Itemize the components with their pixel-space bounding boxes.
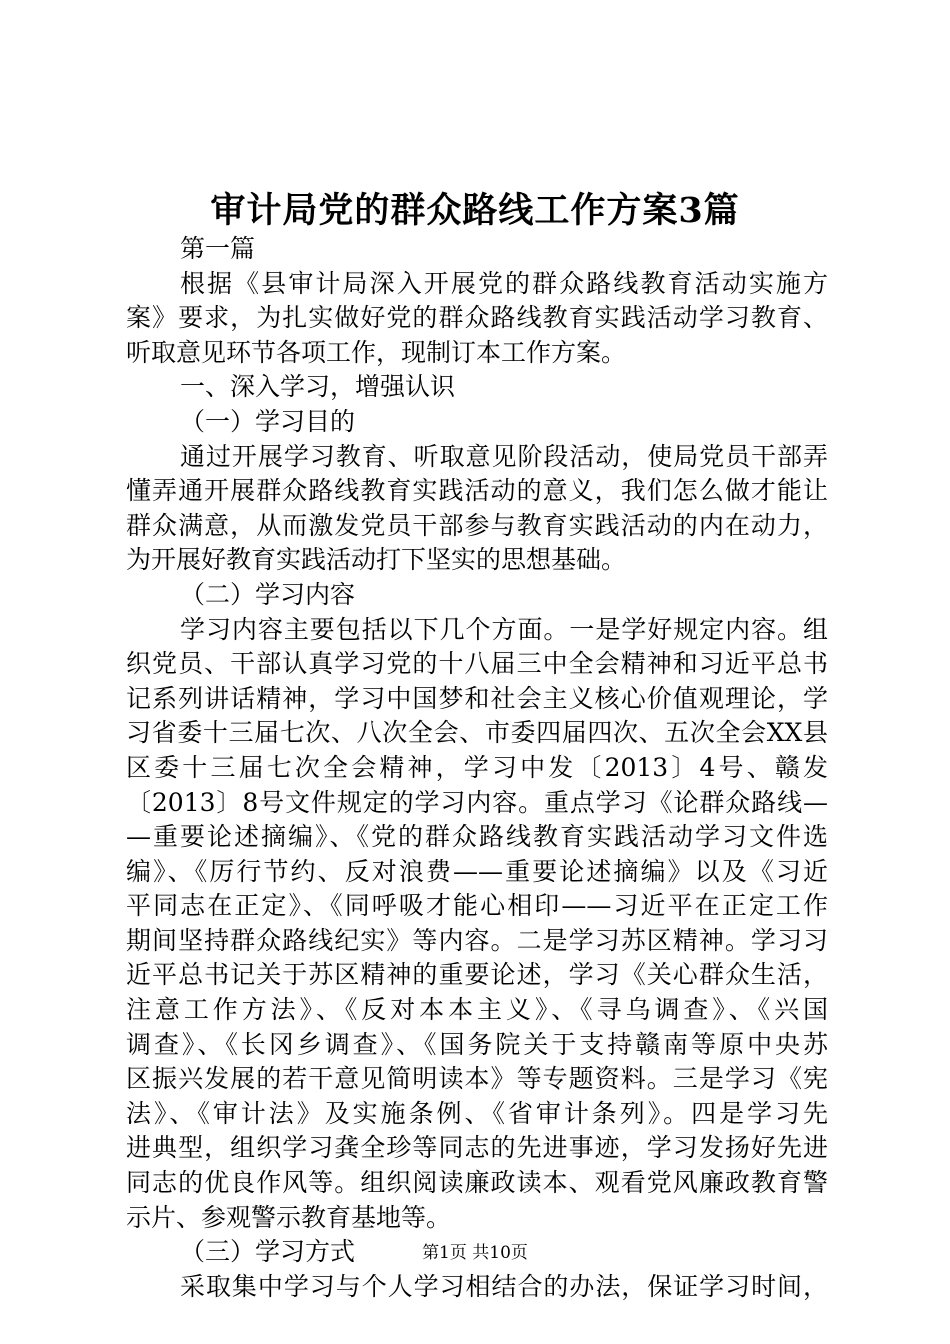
paragraph-line: （三）学习方式 [180,1237,356,1267]
paragraph-line: 懂弄通开展群众路线教育实践活动的意义，我们怎么做才能让 [126,476,828,506]
paragraph-line: （二）学习内容 [180,579,356,609]
paragraph-line: 案》要求，为扎实做好党的群众路线教育实践活动学习教育、 [126,303,828,333]
paragraph-line: 调查》、《长冈乡调查》、《国务院关于支持赣南等原中央苏 [126,1029,828,1059]
paragraph-line: （一）学习目的 [180,406,356,436]
paragraph-line: 学习内容主要包括以下几个方面。一是学好规定内容。组 [180,614,828,644]
paragraph-line: 区委十三届七次全会精神，学习中发〔2013〕4号、赣发 [126,752,828,782]
paragraph-line: 织党员、干部认真学习党的十八届三中全会精神和习近平总书 [126,649,828,679]
document-title: 审计局党的群众路线工作方案3篇 [210,190,740,231]
paragraph-line: 采取集中学习与个人学习相结合的办法，保证学习时间， [180,1271,828,1301]
document-body [126,232,828,1304]
paragraph-line: 同志的优良作风等。组织阅读廉政读本、观看党风廉政教育警 [126,1168,828,1198]
paragraph-line: 群众满意，从而激发党员干部参与教育实践活动的内在动力， [126,510,828,540]
paragraph-line: 听取意见环节各项工作，现制订本工作方案。 [126,337,627,367]
paragraph-line: 期间坚持群众路线纪实》等内容。二是学习苏区精神。学习习 [126,925,828,955]
paragraph-line: 根据《县审计局深入开展党的群众路线教育活动实施方 [180,268,828,298]
paragraph-line: —重要论述摘编》、《党的群众路线教育实践活动学习文件选 [126,822,828,852]
paragraph-line: 区振兴发展的若干意见简明读本》等专题资料。三是学习《宪 [126,1064,828,1094]
paragraph-line: 通过开展学习教育、听取意见阶段活动，使局党员干部弄 [180,441,828,471]
paragraph-line: 进典型，组织学习龚全珍等同志的先进事迹，学习发扬好先进 [126,1133,828,1163]
paragraph-line: 注意工作方法》、《反对本本主义》、《寻乌调查》、《兴国 [126,995,828,1025]
paragraph-line: 法》、《审计法》及实施条例、《省审计条列》。四是学习先 [126,1098,828,1128]
paragraph-line: 为开展好教育实践活动打下坚实的思想基础。 [126,545,627,575]
paragraph-line: 一、深入学习，增强认识 [180,372,456,402]
paragraph-line: 近平总书记关于苏区精神的重要论述，学习《关心群众生活， [126,960,828,990]
paragraph-line: 平同志在正定》、《同呼吸才能心相印——习近平在正定工作 [126,891,828,921]
page-footer: 第1页 共10页 [422,1243,528,1263]
paragraph-line: 〔2013〕8号文件规定的学习内容。重点学习《论群众路线— [126,787,828,817]
paragraph-line: 记系列讲话精神，学习中国梦和社会主义核心价值观理论，学 [126,683,828,713]
paragraph-line: 习省委十三届七次、八次全会、市委四届四次、五次全会XX县 [126,718,828,748]
paragraph-line: 第一篇 [180,234,256,263]
paragraph-line: 编》、《厉行节约、反对浪费——重要论述摘编》以及《习近 [126,856,828,886]
paragraph-line: 示片、参观警示教育基地等。 [126,1202,452,1232]
